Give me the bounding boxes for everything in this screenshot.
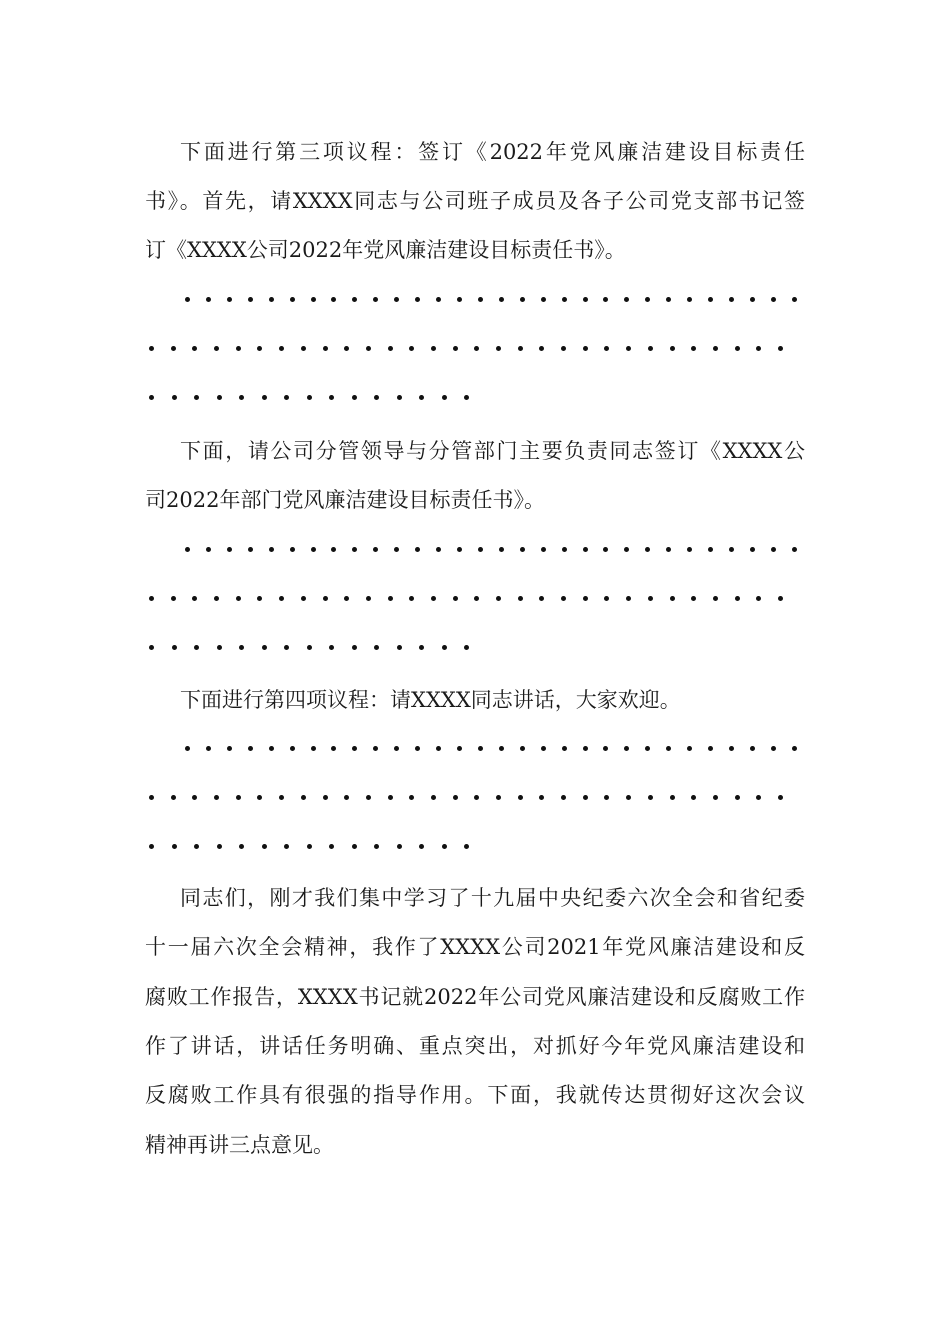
ellipsis-dot xyxy=(374,395,379,400)
paragraph-4-line-4: 作了讲话，讲话任务明确、重点突出，对抓好今年党风廉洁建设和 xyxy=(145,1034,805,1058)
ellipsis-dot xyxy=(603,297,608,302)
ellipsis-dot xyxy=(735,795,740,800)
ellipsis-dot xyxy=(541,746,546,751)
ellipsis-dot xyxy=(352,645,357,650)
ellipsis-dot xyxy=(262,645,267,650)
ellipsis-dot xyxy=(561,346,566,351)
ellipsis-dot xyxy=(262,395,267,400)
ellipsis-dot xyxy=(691,346,696,351)
ellipsis-dot xyxy=(284,645,289,650)
ellipsis-dot xyxy=(217,645,222,650)
ellipsis-dot xyxy=(214,795,219,800)
ellipsis-row xyxy=(149,583,783,613)
ellipsis-dot xyxy=(520,746,525,751)
ellipsis-dot xyxy=(750,297,755,302)
ellipsis-dot xyxy=(691,596,696,601)
ellipsis-dot xyxy=(257,346,262,351)
ellipsis-dot xyxy=(778,795,783,800)
ellipsis-dot xyxy=(290,746,295,751)
ellipsis-dot xyxy=(436,297,441,302)
ellipsis-dot xyxy=(457,547,462,552)
ellipsis-dot xyxy=(373,746,378,751)
ellipsis-dot xyxy=(691,795,696,800)
ellipsis-dot xyxy=(409,795,414,800)
ellipsis-dot xyxy=(666,547,671,552)
ellipsis-dot xyxy=(374,645,379,650)
ellipsis-dot xyxy=(645,297,650,302)
ellipsis-dot xyxy=(206,746,211,751)
ellipsis-dot xyxy=(457,297,462,302)
ellipsis-dot xyxy=(284,395,289,400)
ellipsis-dot xyxy=(352,547,357,552)
ellipsis-dot xyxy=(729,746,734,751)
paragraph-4-line-2: 十一届六次全会精神，我作了XXXX公司2021年党风廉洁建设和反 xyxy=(145,935,805,959)
ellipsis-row xyxy=(185,534,797,564)
ellipsis-dot xyxy=(708,547,713,552)
ellipsis-dot xyxy=(323,795,328,800)
ellipsis-dot xyxy=(149,346,154,351)
ellipsis-dot xyxy=(436,746,441,751)
ellipsis-dot xyxy=(648,596,653,601)
ellipsis-dot xyxy=(149,596,154,601)
ellipsis-dot xyxy=(419,844,424,849)
ellipsis-dot xyxy=(279,346,284,351)
ellipsis-dot xyxy=(499,746,504,751)
ellipsis-dot xyxy=(708,746,713,751)
ellipsis-dot xyxy=(344,346,349,351)
ellipsis-dot xyxy=(352,746,357,751)
ellipsis-row xyxy=(185,284,797,314)
ellipsis-dot xyxy=(561,795,566,800)
ellipsis-dot xyxy=(562,547,567,552)
ellipsis-dot xyxy=(792,297,797,302)
ellipsis-dot xyxy=(442,395,447,400)
paragraph-1-line-1: 下面进行第三项议程：签订《2022年党风廉洁建设目标责任 xyxy=(180,140,805,164)
ellipsis-dot xyxy=(311,746,316,751)
ellipsis-dot xyxy=(214,346,219,351)
ellipsis-dot xyxy=(626,795,631,800)
ellipsis-dot xyxy=(194,844,199,849)
ellipsis-dot xyxy=(687,297,692,302)
ellipsis-dot xyxy=(269,547,274,552)
ellipsis-dot xyxy=(214,596,219,601)
ellipsis-dot xyxy=(171,596,176,601)
ellipsis-dot xyxy=(373,297,378,302)
ellipsis-dot xyxy=(541,547,546,552)
ellipsis-dot xyxy=(331,746,336,751)
ellipsis-dot xyxy=(344,795,349,800)
ellipsis-dot xyxy=(431,795,436,800)
ellipsis-dot xyxy=(645,746,650,751)
ellipsis-dot xyxy=(771,297,776,302)
ellipsis-dot xyxy=(464,395,469,400)
ellipsis-dot xyxy=(248,746,253,751)
ellipsis-dot xyxy=(442,844,447,849)
ellipsis-dot xyxy=(464,645,469,650)
ellipsis-dot xyxy=(217,395,222,400)
ellipsis-dot xyxy=(713,596,718,601)
ellipsis-dot xyxy=(583,297,588,302)
ellipsis-dot xyxy=(172,395,177,400)
ellipsis-dot xyxy=(301,346,306,351)
ellipsis-dot xyxy=(415,297,420,302)
ellipsis-dot xyxy=(539,596,544,601)
ellipsis-dot xyxy=(172,844,177,849)
ellipsis-dot xyxy=(192,346,197,351)
ellipsis-dot xyxy=(239,844,244,849)
ellipsis-dot xyxy=(750,746,755,751)
ellipsis-dot xyxy=(771,746,776,751)
ellipsis-dot xyxy=(603,547,608,552)
ellipsis-dot xyxy=(311,297,316,302)
ellipsis-dot xyxy=(624,746,629,751)
ellipsis-dot xyxy=(409,346,414,351)
ellipsis-dot xyxy=(713,795,718,800)
ellipsis-row xyxy=(149,632,469,662)
ellipsis-dot xyxy=(194,645,199,650)
ellipsis-dot xyxy=(415,746,420,751)
ellipsis-dot xyxy=(713,346,718,351)
ellipsis-dot xyxy=(409,596,414,601)
ellipsis-dot xyxy=(520,547,525,552)
ellipsis-dot xyxy=(388,795,393,800)
paragraph-1-line-2: 书》。首先，请XXXX同志与公司班子成员及各子公司党支部书记签 xyxy=(145,189,805,213)
ellipsis-dot xyxy=(735,596,740,601)
ellipsis-dot xyxy=(756,346,761,351)
paragraph-4-line-3: 腐败工作报告，XXXX书记就2022年公司党风廉洁建设和反腐败工作 xyxy=(145,985,805,1009)
ellipsis-dot xyxy=(670,596,675,601)
ellipsis-dot xyxy=(496,346,501,351)
ellipsis-dot xyxy=(431,596,436,601)
ellipsis-dot xyxy=(373,547,378,552)
ellipsis-dot xyxy=(419,395,424,400)
ellipsis-dot xyxy=(217,844,222,849)
ellipsis-dot xyxy=(436,547,441,552)
ellipsis-dot xyxy=(419,645,424,650)
ellipsis-dot xyxy=(206,297,211,302)
ellipsis-dot xyxy=(262,844,267,849)
ellipsis-dot xyxy=(279,795,284,800)
ellipsis-dot xyxy=(239,645,244,650)
ellipsis-dot xyxy=(648,346,653,351)
ellipsis-dot xyxy=(474,795,479,800)
ellipsis-dot xyxy=(301,596,306,601)
ellipsis-dot xyxy=(149,844,154,849)
ellipsis-dot xyxy=(248,297,253,302)
ellipsis-dot xyxy=(431,346,436,351)
ellipsis-dot xyxy=(388,346,393,351)
ellipsis-dot xyxy=(518,795,523,800)
ellipsis-dot xyxy=(478,297,483,302)
ellipsis-dot xyxy=(352,297,357,302)
ellipsis-dot xyxy=(583,746,588,751)
ellipsis-dot xyxy=(453,795,458,800)
paragraph-1-line-3: 订《XXXX公司2022年党风廉洁建设目标责任书》。 xyxy=(145,238,626,262)
ellipsis-row xyxy=(185,733,797,763)
ellipsis-row xyxy=(149,333,783,363)
ellipsis-dot xyxy=(778,596,783,601)
ellipsis-dot xyxy=(756,795,761,800)
paragraph-4-line-6: 精神再讲三点意见。 xyxy=(145,1133,334,1157)
ellipsis-dot xyxy=(648,795,653,800)
ellipsis-dot xyxy=(792,746,797,751)
ellipsis-dot xyxy=(171,795,176,800)
ellipsis-dot xyxy=(624,297,629,302)
ellipsis-dot xyxy=(257,795,262,800)
ellipsis-dot xyxy=(279,596,284,601)
ellipsis-dot xyxy=(301,795,306,800)
ellipsis-dot xyxy=(496,795,501,800)
ellipsis-dot xyxy=(708,297,713,302)
ellipsis-dot xyxy=(415,547,420,552)
ellipsis-dot xyxy=(604,795,609,800)
ellipsis-dot xyxy=(394,746,399,751)
ellipsis-dot xyxy=(388,596,393,601)
ellipsis-dot xyxy=(729,547,734,552)
ellipsis-dot xyxy=(397,645,402,650)
ellipsis-dot xyxy=(539,795,544,800)
ellipsis-dot xyxy=(171,346,176,351)
ellipsis-row xyxy=(149,382,469,412)
ellipsis-dot xyxy=(687,547,692,552)
ellipsis-dot xyxy=(227,547,232,552)
ellipsis-dot xyxy=(604,596,609,601)
paragraph-3-line-1: 下面进行第四项议程：请XXXX同志讲话，大家欢迎。 xyxy=(180,688,681,712)
ellipsis-dot xyxy=(331,297,336,302)
ellipsis-dot xyxy=(397,395,402,400)
ellipsis-dot xyxy=(626,346,631,351)
paragraph-2-line-2: 司2022年部门党风廉洁建设目标责任书》。 xyxy=(145,488,545,512)
ellipsis-dot xyxy=(457,746,462,751)
ellipsis-dot xyxy=(269,297,274,302)
ellipsis-dot xyxy=(496,596,501,601)
ellipsis-dot xyxy=(562,297,567,302)
ellipsis-dot xyxy=(366,795,371,800)
ellipsis-dot xyxy=(771,547,776,552)
ellipsis-dot xyxy=(331,547,336,552)
ellipsis-dot xyxy=(645,547,650,552)
ellipsis-dot xyxy=(583,795,588,800)
ellipsis-dot xyxy=(149,645,154,650)
ellipsis-dot xyxy=(756,596,761,601)
ellipsis-dot xyxy=(257,596,262,601)
ellipsis-dot xyxy=(323,346,328,351)
ellipsis-dot xyxy=(307,395,312,400)
ellipsis-dot xyxy=(323,596,328,601)
ellipsis-dot xyxy=(194,395,199,400)
ellipsis-dot xyxy=(474,596,479,601)
ellipsis-dot xyxy=(670,795,675,800)
ellipsis-dot xyxy=(185,746,190,751)
ellipsis-dot xyxy=(626,596,631,601)
ellipsis-dot xyxy=(269,746,274,751)
ellipsis-dot xyxy=(192,596,197,601)
ellipsis-dot xyxy=(474,346,479,351)
ellipsis-dot xyxy=(478,547,483,552)
ellipsis-dot xyxy=(290,297,295,302)
ellipsis-dot xyxy=(366,346,371,351)
ellipsis-dot xyxy=(750,547,755,552)
ellipsis-row xyxy=(149,782,783,812)
ellipsis-dot xyxy=(236,795,241,800)
paragraph-4-line-5: 反腐败工作具有很强的指导作用。下面，我就传达贯彻好这次会议 xyxy=(145,1083,805,1107)
ellipsis-dot xyxy=(561,596,566,601)
ellipsis-dot xyxy=(239,395,244,400)
ellipsis-dot xyxy=(778,346,783,351)
ellipsis-dot xyxy=(185,297,190,302)
ellipsis-dot xyxy=(394,297,399,302)
ellipsis-dot xyxy=(394,547,399,552)
ellipsis-dot xyxy=(307,844,312,849)
ellipsis-dot xyxy=(518,596,523,601)
ellipsis-dot xyxy=(248,547,253,552)
ellipsis-dot xyxy=(329,844,334,849)
ellipsis-dot xyxy=(499,547,504,552)
ellipsis-dot xyxy=(185,547,190,552)
ellipsis-dot xyxy=(227,746,232,751)
ellipsis-dot xyxy=(397,844,402,849)
ellipsis-dot xyxy=(499,297,504,302)
ellipsis-dot xyxy=(236,596,241,601)
ellipsis-dot xyxy=(352,844,357,849)
ellipsis-dot xyxy=(687,746,692,751)
ellipsis-dot xyxy=(520,297,525,302)
ellipsis-dot xyxy=(539,346,544,351)
ellipsis-dot xyxy=(624,547,629,552)
ellipsis-dot xyxy=(583,596,588,601)
ellipsis-dot xyxy=(583,346,588,351)
ellipsis-dot xyxy=(374,844,379,849)
ellipsis-dot xyxy=(729,297,734,302)
ellipsis-dot xyxy=(236,346,241,351)
ellipsis-dot xyxy=(464,844,469,849)
ellipsis-dot xyxy=(670,346,675,351)
ellipsis-dot xyxy=(307,645,312,650)
ellipsis-dot xyxy=(603,746,608,751)
ellipsis-dot xyxy=(792,547,797,552)
ellipsis-dot xyxy=(284,844,289,849)
ellipsis-dot xyxy=(583,547,588,552)
ellipsis-dot xyxy=(192,795,197,800)
ellipsis-dot xyxy=(666,297,671,302)
ellipsis-dot xyxy=(666,746,671,751)
ellipsis-dot xyxy=(311,547,316,552)
ellipsis-dot xyxy=(149,795,154,800)
ellipsis-row xyxy=(149,831,469,861)
ellipsis-dot xyxy=(478,746,483,751)
ellipsis-dot xyxy=(329,395,334,400)
paragraph-2-line-1: 下面，请公司分管领导与分管部门主要负责同志签订《XXXX公 xyxy=(180,439,805,463)
paragraph-4-line-1: 同志们，刚才我们集中学习了十九届中央纪委六次全会和省纪委 xyxy=(180,886,805,910)
ellipsis-dot xyxy=(206,547,211,552)
ellipsis-dot xyxy=(290,547,295,552)
ellipsis-dot xyxy=(735,346,740,351)
ellipsis-dot xyxy=(604,346,609,351)
ellipsis-dot xyxy=(366,596,371,601)
ellipsis-dot xyxy=(344,596,349,601)
ellipsis-dot xyxy=(541,297,546,302)
ellipsis-dot xyxy=(518,346,523,351)
ellipsis-dot xyxy=(149,395,154,400)
ellipsis-dot xyxy=(562,746,567,751)
ellipsis-dot xyxy=(227,297,232,302)
ellipsis-dot xyxy=(453,596,458,601)
ellipsis-dot xyxy=(442,645,447,650)
ellipsis-dot xyxy=(352,395,357,400)
ellipsis-dot xyxy=(329,645,334,650)
ellipsis-dot xyxy=(453,346,458,351)
ellipsis-dot xyxy=(172,645,177,650)
